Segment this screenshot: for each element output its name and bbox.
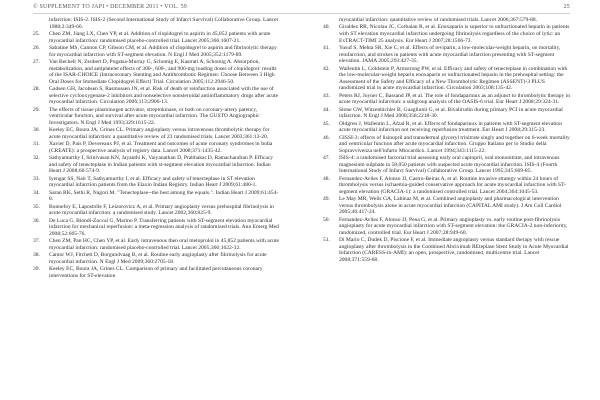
header-divider	[33, 13, 570, 14]
reference-entry	[33, 266, 281, 279]
reference-entry	[33, 190, 281, 203]
reference-text: Yusuf S, Mehta SR, Xie C, et al. Effects of reviparin, a low-molecular-weight heparin, on mortality, reinfarction, and strokes in patients with acute myocardial infarction presenting with ST-segment elevation. JAMA 2005;293:427-35.	[339, 44, 561, 65]
reference-entry	[323, 93, 571, 106]
reference-text: Oldgren J, Wallentin L, Afzal R, et al. Effects of fondaparinux in patients with ST-segment elevation acute myocardial infarction not receiving reperfusion treatment. Eur Heart J 2008;29:315-23.	[339, 120, 562, 134]
reference-text: Fernandez-Aviles F, Alonso JJ, Castro-Beiras A, et al. Routine invasive strategy within 24 hours of thrombolysis versus ischaemia-guided conservative approach for acute myocardial infarction with ST-segment elevation (GRACIA-1): a randomised controlled trial. Lancet 2004;364:1045-53.	[339, 175, 566, 195]
reference-entry	[323, 66, 571, 92]
reference-number: 46.	[323, 134, 330, 141]
reference-number: 51.	[323, 237, 330, 244]
reference-text: Fernandez-Aviles F, Alonso JJ, Pena G, et al. Primary angioplasty vs. early routine post-fibrinolysis angioplasty for acute myocardial infarction with ST-segment elevation: the GRACIA-2 non-inferiority, randomized, controlled trial. Eur Heart J 2007;28:949-60.	[339, 216, 568, 236]
reference-entry	[33, 45, 281, 58]
reference-text: infarction: ISIS-2. ISIS-2 (Second International Study of Infarct Survival) Collaborative Group. Lancet 1988;2:349-60.	[49, 17, 279, 30]
reference-text: Keeley EC, Boura JA, Grines CL. Comparison of primary and facilitated percutaneous coronary interventions for ST-elevation	[49, 266, 263, 279]
reference-text: Peters RJ, Joyner C, Bassand JP, et al. The role of fondaparinux as an adjunct to thrombolytic therapy in acute myocardial infarction: a subgroup analysis of the OASIS-6 trial. Eur Heart J 2008;29:324-31.	[339, 92, 570, 106]
reference-entry	[323, 176, 571, 196]
reference-text: The effects of tissue plasminogen activator, streptokinase, or both on coronary-artery patency, ventricular function, and survival after acute myocardial infarction. The GUSTO Angiographic Investigators. N Engl J Med 1993;329:1615-22.	[49, 106, 260, 126]
reference-text: GISSI-3: effects of lisinopril and transdermal glyceryl trinitrate singly and together on 6-week mortality and ventricular function after acute myocardial infarction. Gruppo Italiano per lo Studio della Sopravvivenza nell'infarto Miocardico. Lancet 1994;343:1115-22.	[339, 134, 570, 154]
reference-number: 45.	[323, 120, 330, 127]
reference-text: De Luca G, Biondi-Zoccai G, Marino P. Transferring patients with ST-segment elevation myocardial infarction for mechanical reperfusion: a meta-regression analysis of randomized trials. Ann Emerg Med 2008;52:665-76.	[49, 217, 279, 237]
reference-text: Xavier D, Pais P, Devereaux PJ, et al. Treatment and outcomes of acute coronary syndromes in India (CREATE): a prospective analysis of registry data. Lancet 2008;371:1435-42.	[49, 141, 273, 154]
reference-text: Sathyamurthy I, Srinivasan KN, Jayanthi K, Vaiyanathan D, Prabhakar D, Ramachandran P. Efficacy and safety of tenecteplase in Indian patients with st-segment elevation myocardial infarction. Indian Heart J 2008;60:574-9.	[49, 155, 274, 175]
reference-entry	[323, 237, 571, 263]
reference-entry	[323, 45, 571, 65]
reference-number: 34.	[33, 189, 40, 196]
reference-text: Gadsen GH, Jacobsen S, Rasmussen JN, et al. Risk of death or reinfarction associated with the use of selective cyclooxygenase-2 inhibitors and nonselective nonsteroidal antiinflammatory drugs after acute myocardial infarction. Circulation 2006;113:2906-13.	[49, 86, 279, 106]
reference-number: 35.	[33, 203, 40, 210]
reference-entry	[33, 17, 281, 30]
reference-text: Chen ZM, Jiang LX, Chen YP, et al. Addition of clopidogrel to aspirin in 45,852 patients with acute myocardial infarction: randomised placebo-controlled trial. Lancet 2005;366:1607-21.	[49, 30, 271, 44]
reference-entry	[33, 238, 281, 251]
reference-entry	[33, 59, 281, 85]
reference-entry	[33, 141, 281, 154]
reference-text: myocardial infarction: quantitative review of randomised trials. Lancet 2006;367:579-88.	[339, 17, 538, 23]
reference-entry	[323, 24, 571, 44]
reference-text: Giraldez RR, Nicolau JC, Corbalan R, et al. Enoxaparin is superior to unfractionated heparin in patients with ST elevation myocardial infarction undergoing fibrinolysis regardless of the choice of lytic: an ExTRACT-TIMI 25 analysis. Eur Heart J 2007;28:1566-73.	[339, 24, 570, 44]
reference-number: 42.	[323, 65, 330, 72]
reference-number: 26.	[33, 44, 40, 51]
reference-entry	[323, 135, 571, 155]
reference-text: Wallentin L, Goldstein P, Armstrong PW, et al. Efficacy and safety of tenecteplase in combination with the low-molecular-weight heparin enoxaparin or unfractionated heparin in the prehospital setting: the Assessment of the Safety and Efficacy of a New Thrombolytic Regimen (ASSENT)-3 PLUS randomized trial in acute myocardial infarction. Circulation 2003;108:135-42.	[339, 65, 568, 92]
reference-entry	[33, 31, 281, 44]
page-number: 25	[563, 4, 570, 10]
reference-text: Van Beckelt N, Zeubert D, Pogatsa-Murray G, Schomig E, Kastrati A, Schomig A. Absorption, metabolization, and antiplatelet effects of 300-, 600-, and 900-mg loading doses of clopidogrel: results of the ISAR-CHOICE (Intracoronary Stenting and Antithrombotic Regimen: Choose Between 3 High Oral Doses for Immediate Clopidogrel Effect) Trial. Circulation 2005;112:2946-50.	[49, 58, 277, 85]
reference-number: 37.	[33, 238, 40, 245]
reference-entry	[33, 252, 281, 265]
reference-number: 47.	[323, 155, 330, 162]
reference-number: 33.	[33, 175, 40, 182]
reference-column-right	[323, 17, 571, 264]
reference-entry	[323, 121, 571, 134]
reference-number: 38.	[33, 252, 40, 259]
reference-entry	[33, 176, 281, 189]
reference-text: Le May MR, Wells GA, Labinaz M, et al. Combined angioplasty and pharmacological intervention versus thrombolysis alone in acute myocardial infarction (CAPITAL AMI study). J Am Coll Cardiol 2005;46:417-24.	[339, 196, 562, 216]
reference-number: 48.	[323, 175, 330, 182]
reference-number: 29.	[33, 106, 40, 113]
reference-text: Chen ZM, Pan HC, Chen YP, et al. Early intravenous then oral metoprolol in 45,852 patients with acute myocardial infarction: randomised placebo-controlled trial. Lancet 2005;366:1622-32.	[49, 238, 279, 251]
reference-number: 43.	[323, 92, 330, 99]
reference-text: Keeley EC, Boura JA, Grines CL. Primary angioplasty versus intravenous thrombolytic therapy for acute myocardial infarction: a quantitative review of 23 randomised trials. Lancet 2003;361:13-20.	[49, 127, 270, 140]
reference-number: 39.	[33, 266, 40, 273]
reference-number: 41.	[323, 44, 330, 51]
journal-running-head: © SUPPLEMENT TO JAPI • DECEMBER 2011 • VOL. 59	[33, 4, 187, 10]
reference-number: 28.	[33, 86, 40, 93]
reference-text: Saran RK, Sethi R, Nagori M. "Tenecteplase--the best among the equals.". Indian Heart J 2009;61:454-8.	[49, 189, 279, 203]
reference-entry	[33, 127, 281, 140]
reference-entry	[33, 107, 281, 127]
reference-number: 27.	[33, 58, 40, 65]
reference-text: ISIS-4: a randomised factorial trial assessing early oral captopril, oral mononitrate, and intravenous magnesium sulphate in 58,050 patients with suspected acute myocardial infarction. ISIS-4 (Fourth International Study of Infarct Survival) Collaborative Group. Lancet 1995;345:669-85.	[339, 155, 560, 175]
reference-entry	[33, 218, 281, 238]
reference-entry	[323, 217, 571, 237]
reference-entry	[323, 17, 571, 24]
reference-text: Stone GW, Witzenbichler B, Guagliumi G, et al. Bivalirudin during primary PCI in acute myocardial infarction. N Engl J Med 2008;358:2218-30.	[339, 106, 563, 120]
reference-entry	[323, 155, 571, 175]
reference-text: Iyengar SS, Nair T, Sathyamurthy I, et al. Efficacy and safety of tenecteplase in ST elevation myocardial infarction patients from the Elaxin Indian Registry. Indian Heart J 2009;61:480-1.	[49, 175, 257, 189]
reference-number: 49.	[323, 196, 330, 203]
reference-number: 30.	[33, 127, 40, 134]
reference-text: Cantor WJ, Fitchett D, Borgundvaag B, et al. Routine early angioplasty after fibrinolysis for acute myocardial infarction. N Engl J Med 2009;360:2705-18.	[49, 252, 267, 265]
reference-number: 40.	[323, 24, 330, 31]
reference-number: 32.	[33, 155, 40, 162]
page-header	[0, 0, 600, 13]
reference-entry	[33, 204, 281, 217]
reference-entry	[323, 107, 571, 120]
reference-entry	[323, 196, 571, 216]
reference-text: Di Mario C, Dudek D, Piscione F, et al. Immediate angioplasty versus standard therapy with rescue angioplasty after thrombolysis in the Combined Abciximab REteplase Stent Study in Acute Myocardial Infarction (CARESS-in-AMI): an open, prospective, randomised, multicentre trial. Lancet 2008;371:559-68.	[339, 237, 569, 263]
reference-entry	[33, 86, 281, 106]
reference-column-left	[33, 17, 281, 280]
reference-text: Bonnefoy E, Lapostolle F, Leizorovicz A, et al. Primary angioplasty versus prehospital fibrinolysis in acute myocardial infarction: a randomised study. Lancet 2002;360:825-9.	[49, 203, 274, 217]
reference-text: Sabatine MS, Cannon CP, Gibson CM, et al. Addition of clopidogrel to aspirin and fibrinolytic therapy for myocardial infarction with ST-segment elevation. N Engl J Med 2005;352:1179-89.	[49, 44, 277, 58]
reference-number: 25.	[33, 30, 40, 37]
reference-number: 50.	[323, 216, 330, 223]
reference-number: 44.	[323, 106, 330, 113]
reference-number: 36.	[33, 217, 40, 224]
reference-number: 31.	[33, 141, 40, 148]
reference-entry	[33, 155, 281, 175]
